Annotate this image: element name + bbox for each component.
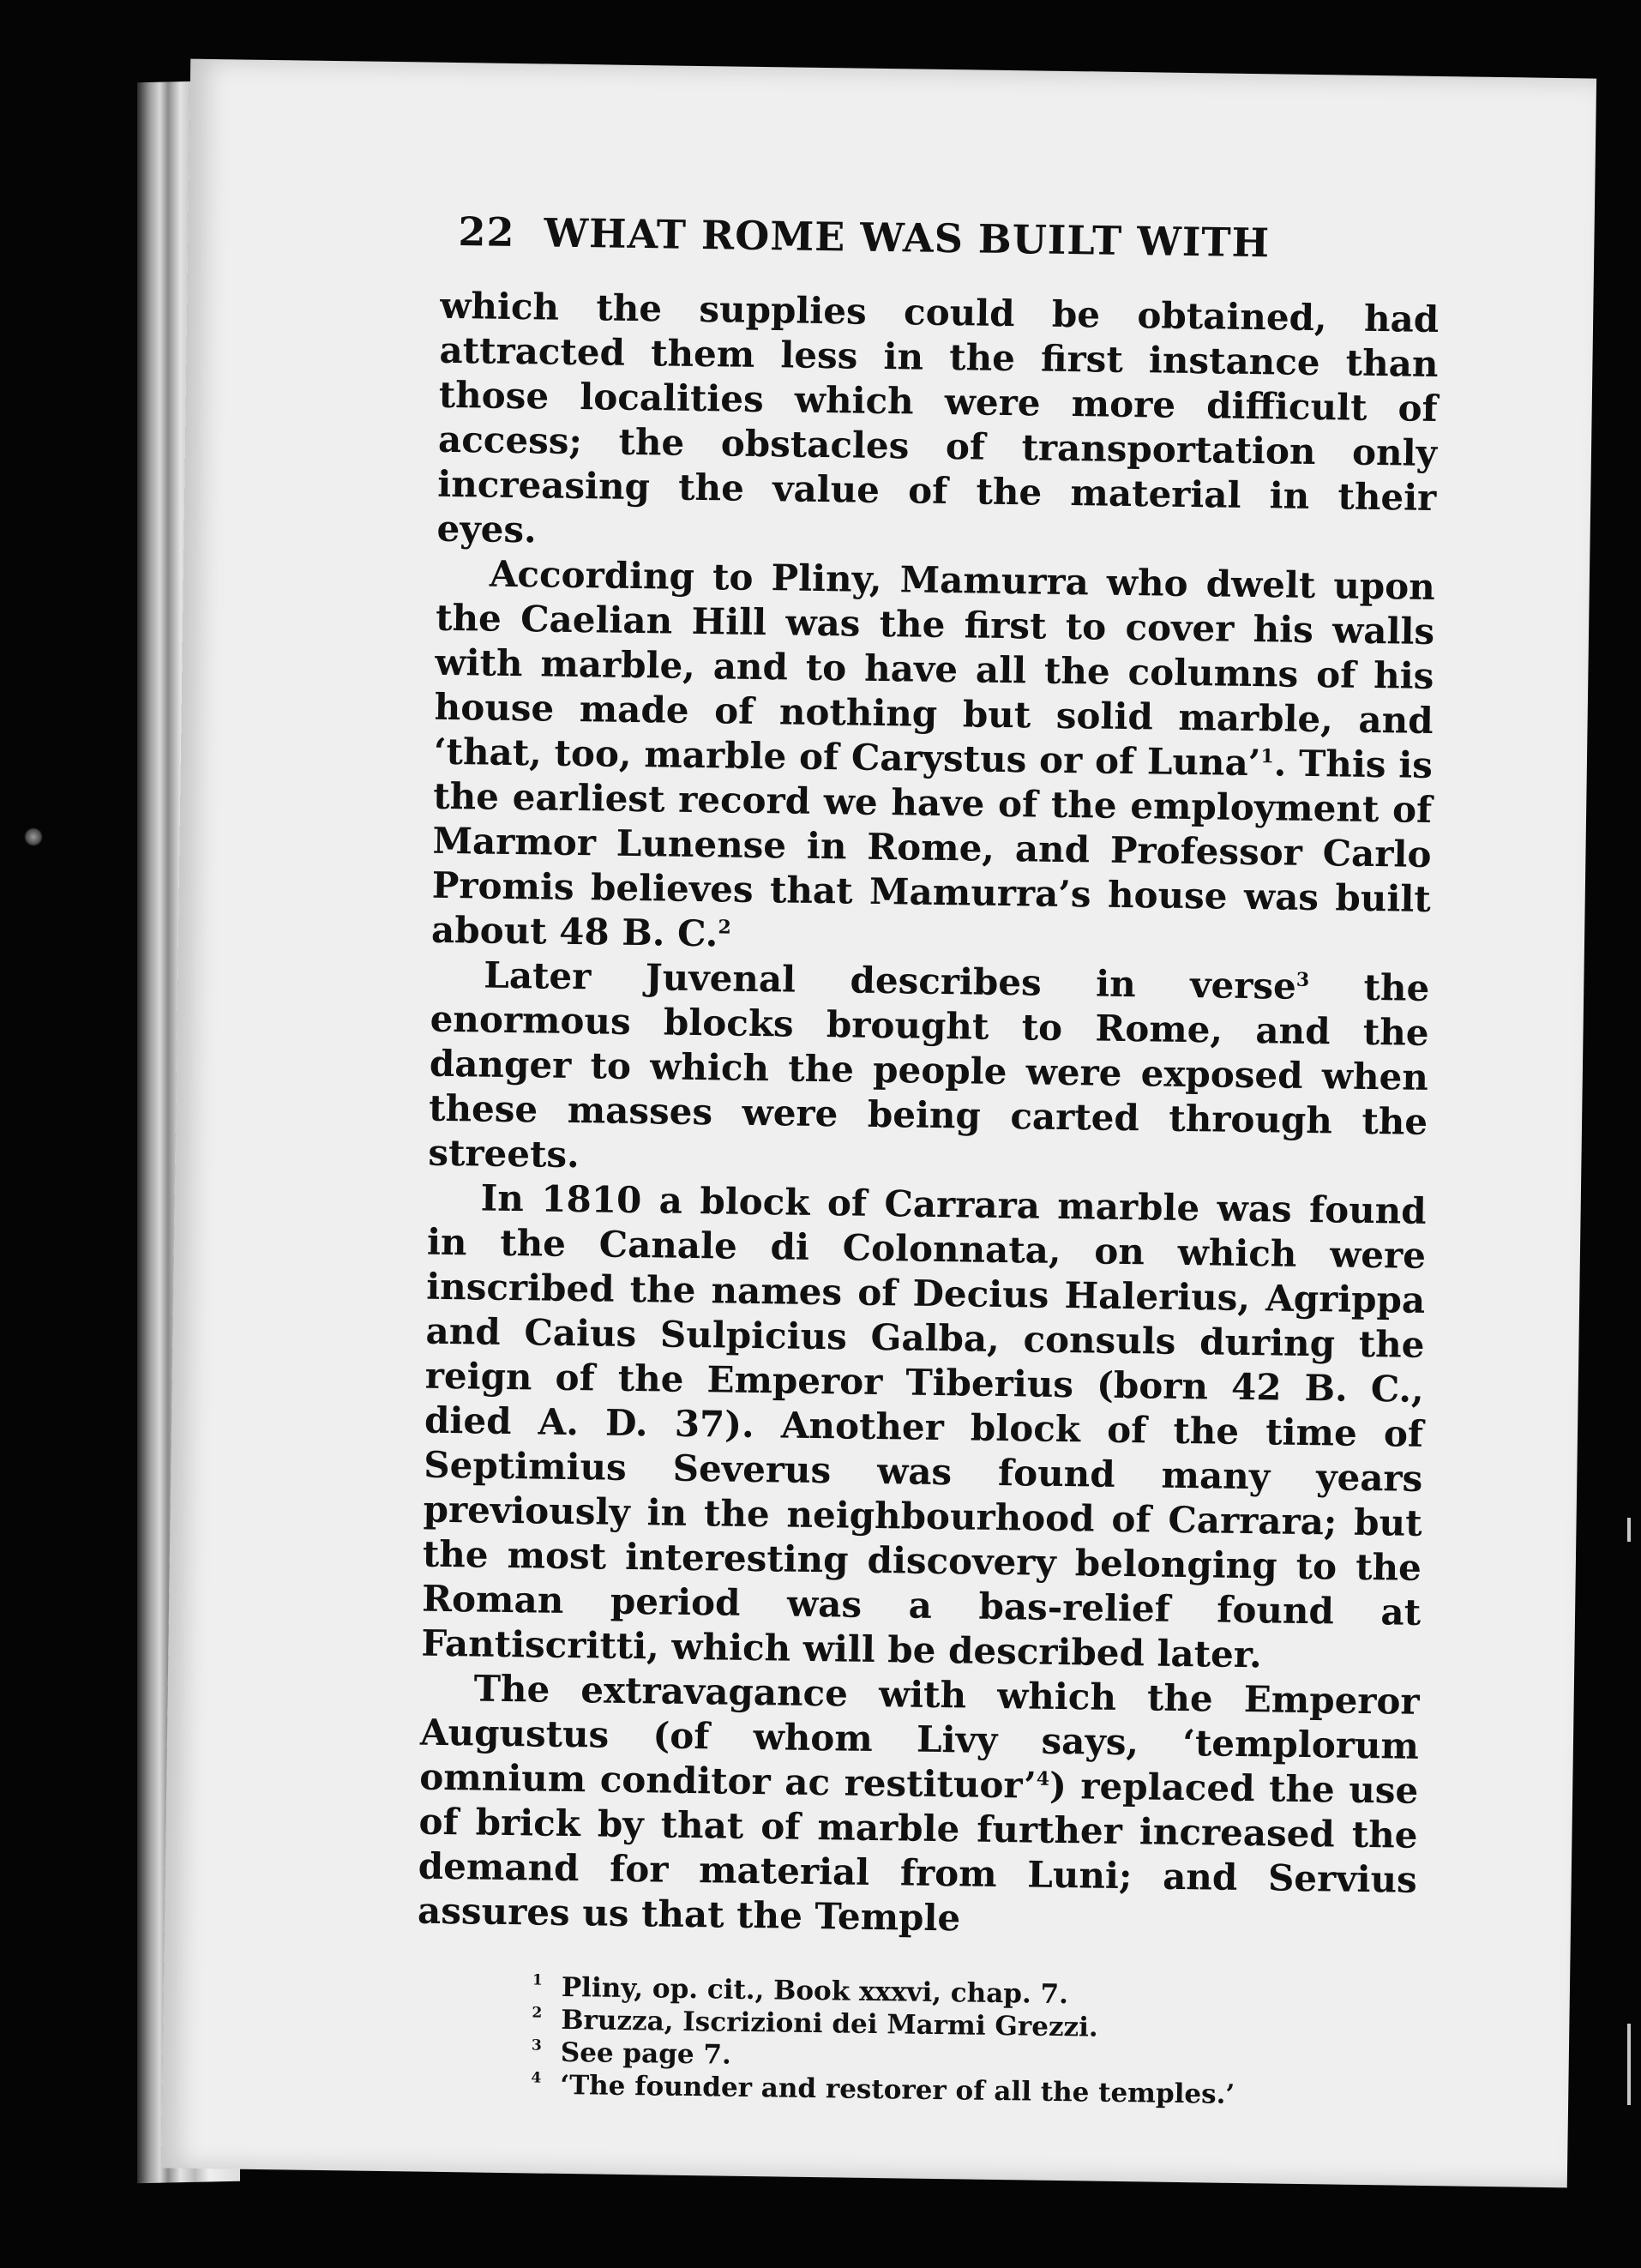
paragraph-2-before-note: According to Pliny, Mamurra who dwelt upon the Caelian Hill was the first to cover his walls with marble, and to have all the columns of his house made of nothing but solid marble, and ‘that, too, marble of Carystus or of Luna’ [433, 552, 1436, 785]
running-title: WHAT ROME WAS BUILT WITH [544, 209, 1271, 267]
paragraph-1-text: which the supplies could be obtained, had attracted them less in the first instance than those localities which were more difficult of access; the obstacles of transportation only increasing the value of the material in their eyes. [436, 284, 1440, 551]
paragraph-5-after-note: ) replaced the use of brick by that of marble further increased the demand for material from Luni; and Servius assures us that the Temple [417, 1764, 1419, 1940]
footnote-text-1: Pliny, op. cit., Book xxxvi, chap. 7. [561, 1971, 1069, 2011]
footnote-text-3: See page 7. [560, 2036, 732, 2071]
page-content [415, 208, 1440, 2114]
paragraph-4-text: In 1810 a block of Carrara marble was found in the Canale di Colonnata, on which were inscribed the names of Decius Halerius, Agrippa and Caius Sulpicius Galba, consuls during the reign of the Emperor Tiberius (born 42 B. C., died A. D. 37). Another block of the time of Septimius Severus was found many years previously in the neighbourhood of Carrara; but the most interesting discovery belonging to the Roman period was a bas-relief found at Fantiscritti, which will be described later. [421, 1176, 1427, 1676]
book-page [161, 59, 1596, 2188]
footnote-mark-4: 4 [531, 2069, 542, 2087]
paragraph-5-before-note: The extravagance with which the Emperor Augustus (of whom Livy says, ‘templorum omnium conditor ac restituor’ [418, 1667, 1420, 1807]
paragraph-3-before-note: Later Juvenal describes in verse [484, 954, 1297, 1008]
footnote-mark-1: 1 [532, 1971, 543, 1989]
paragraph-5 [418, 1666, 1420, 1947]
scan-mark-right-lower [1627, 2024, 1631, 2105]
paragraph-1 [436, 284, 1439, 565]
footnote-ref-1: 1 [1260, 745, 1274, 768]
footnote-ref-4: 4 [1036, 1767, 1050, 1790]
footnote-ref-3: 3 [1295, 968, 1310, 991]
paragraph-3 [428, 953, 1430, 1189]
page-number: 22 [458, 208, 515, 256]
footnote-mark-3: 3 [531, 2036, 542, 2054]
scan-mark-right-upper [1627, 1518, 1631, 1542]
running-header [458, 208, 1440, 268]
scan-mark-left [24, 827, 43, 846]
footnote-text-4: ‘The founder and restorer of all the temples.’ [560, 2069, 1235, 2110]
footnote-mark-2: 2 [532, 2004, 543, 2022]
footnotes [531, 1970, 1270, 2111]
body-text [418, 284, 1440, 1947]
footnote-text-2: Bruzza, Iscrizioni dei Marmi Grezzi. [561, 2004, 1098, 2043]
footnote-ref-2: 2 [718, 916, 731, 939]
paragraph-4 [421, 1176, 1427, 1680]
paragraph-2 [431, 551, 1435, 966]
paragraph-2-middle: . This is the earliest record we have of the employment of Marmor Lunense in Rome, and Professor Carlo Promis believes that Mamurra’s house was built about 48 B. C. [430, 742, 1434, 955]
paragraph-3-after-note: the enormous blocks brought to Rome, and the danger to which the people were exposed when these masses were being carted through the streets. [428, 965, 1430, 1176]
